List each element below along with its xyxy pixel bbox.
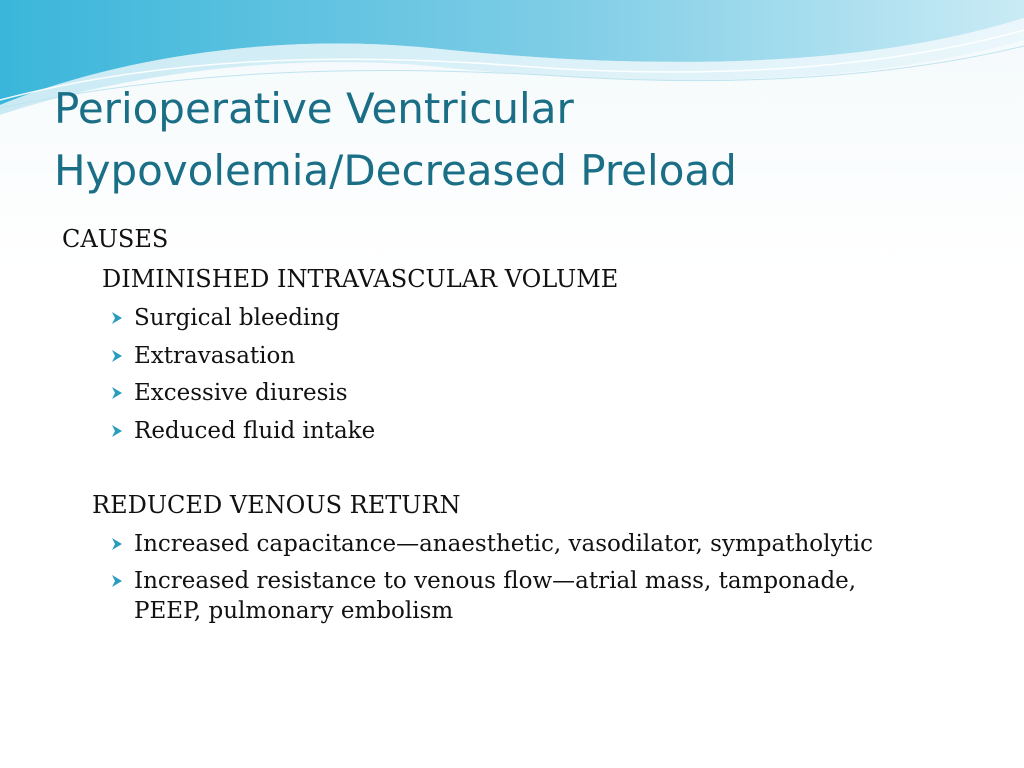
slide-title-line-2: Hypovolemia/Decreased Preload xyxy=(54,146,737,195)
list-item-text: Increased resistance to venous flow—atrial mass, tamponade, PEEP, pulmonary embolism xyxy=(134,568,857,624)
list-item-text: Extravasation xyxy=(134,343,296,369)
arrowhead-bullet-icon xyxy=(110,311,124,325)
causes-label: CAUSES xyxy=(62,225,169,253)
list-item-text: Surgical bleeding xyxy=(134,305,340,331)
section-heading-venous-return: REDUCED VENOUS RETURN xyxy=(92,491,461,519)
arrowhead-bullet-icon xyxy=(110,537,124,551)
arrowhead-bullet-icon xyxy=(110,349,124,363)
list-item-text: Increased capacitance—anaesthetic, vasodilator, sympatholytic xyxy=(134,531,873,557)
list-item-text: Excessive diuresis xyxy=(134,380,348,406)
section-heading-intravascular-volume: DIMINISHED INTRAVASCULAR VOLUME xyxy=(102,265,619,293)
arrowhead-bullet-icon xyxy=(110,424,124,438)
arrowhead-bullet-icon xyxy=(110,386,124,400)
slide-title-line-1: Perioperative Ventricular xyxy=(54,84,574,133)
arrowhead-bullet-icon xyxy=(110,574,124,588)
list-item-text: Reduced fluid intake xyxy=(134,418,376,444)
